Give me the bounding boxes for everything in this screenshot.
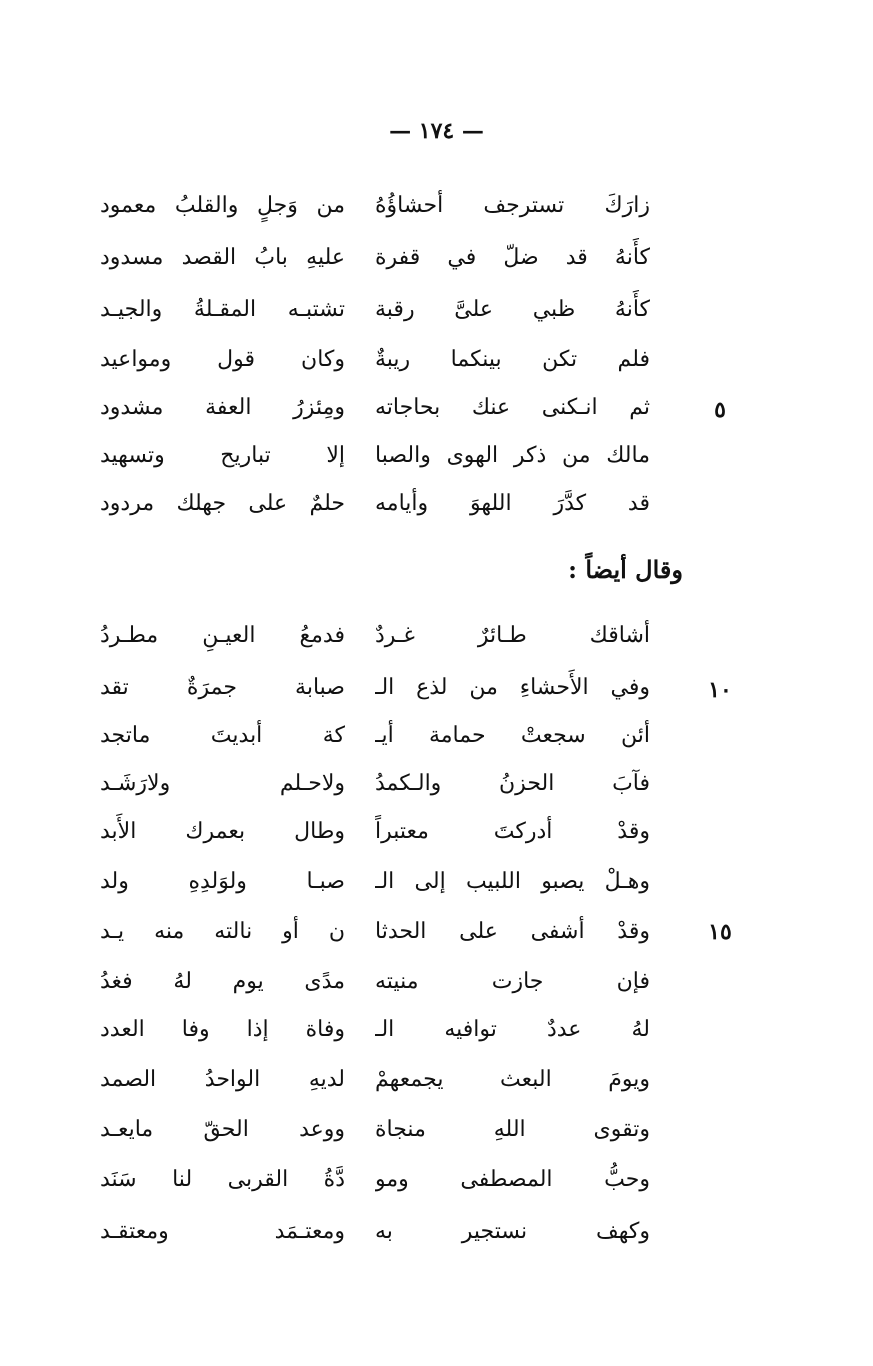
verse-hemistich-second: فدمعُ العيـنِ مطـردُ [100,623,345,648]
verse-hemistich-second: ومِئزرُ العفة مشدود [100,395,345,420]
verse-hemistich-second: لديهِ الواحدُ الصمد [100,1067,345,1092]
verse-hemistich-second: وطال بعمرك الأَبد [100,819,345,844]
verse-line [100,1110,650,1150]
verse-hemistich-first: وكهف نستجير به [375,1219,650,1244]
verse-hemistich-second: من وَجلٍ والقلبُ معمود [100,193,345,218]
verse-line [100,340,650,380]
verse-line [100,912,650,952]
verse-hemistich-first: كأَنهُ قد ضلّ في قفرة [375,245,650,270]
verse-hemistich-first: أئن سجعتْ حمامة أيـ [375,723,650,748]
verse-hemistich-first: وقدْ أشفى على الحدثا [375,919,650,944]
line-number: ١٥ [708,919,732,945]
verse-hemistich-first: أشاقك طـائرٌ غـردٌ [375,623,650,648]
verse-line [100,716,650,756]
section-heading: وقال أيضاً : [568,555,683,584]
verse-line [100,1060,650,1100]
verse-hemistich-second: ولاحـلم ولارَشَـد [100,771,345,796]
line-number: ١٠ [708,677,732,703]
verse-hemistich-first: وحبُّ المصطفى ومو [375,1167,650,1192]
verse-hemistich-first: فلم تكن بينكما ريبةٌ [375,347,650,372]
verse-hemistich-second: إلا تباريح وتسهيد [100,443,345,468]
verse-hemistich-first: وتقوى اللهِ منجاة [375,1117,650,1142]
verse-hemistich-first: قد كدَّرَ اللهوَ وأيامه [375,491,650,516]
verse-line [100,812,650,852]
verse-hemistich-first: مالك من ذكر الهوى والصبا [375,443,650,468]
verse-hemistich-first: لهُ عددٌ توافيه الـ [375,1017,650,1042]
verse-line [100,764,650,804]
verse-hemistich-second: تشتبـه المقـلةُ والجيـد [100,297,345,322]
verse-line [100,668,650,708]
verse-line [100,388,650,428]
verse-hemistich-second: وكان قول ومواعيد [100,347,345,372]
verse-hemistich-first: وقدْ أدركتَ معتبراً [375,819,650,844]
verse-line [100,862,650,902]
verse-hemistich-first: ويومَ البعث يجمعهمْ [375,1067,650,1092]
verse-line [100,238,650,278]
verse-line [100,1212,650,1252]
verse-line [100,484,650,524]
verse-hemistich-second: ووعد الحقّ مايعـد [100,1117,345,1142]
verse-hemistich-first: وفي الأَحشاءِ من لذع الـ [375,675,650,700]
verse-hemistich-first: زارَكَ تسترجف أحشاؤُهُ [375,193,650,218]
verse-hemistich-second: مدًى يوم لهُ فغدُ [100,969,345,994]
verse-hemistich-second: وفاة إذا وفا العدد [100,1017,345,1042]
verse-hemistich-second: صبابة جمرَةٌ تقد [100,675,345,700]
verse-hemistich-second: ن أو نالته منه يـد [100,919,345,944]
verse-line [100,436,650,476]
verse-hemistich-first: كأَنهُ ظبي علىَّ رقبة [375,297,650,322]
verse-hemistich-second: عليهِ بابُ القصد مسدود [100,245,345,270]
verse-hemistich-second: حلمٌ على جهلك مردود [100,491,345,516]
verse-hemistich-first: وهـلْ يصبو اللبيب إلى الـ [375,869,650,894]
page-number: — ١٧٤ — [389,118,484,144]
verse-line [100,1160,650,1200]
verse-hemistich-second: ومعتـمَد ومعتقـد [100,1219,345,1244]
verse-line [100,186,650,226]
verse-line [100,1010,650,1050]
verse-hemistich-first: فآبَ الحزنُ والـكمدُ [375,771,650,796]
verse-line [100,616,650,656]
verse-hemistich-first: فإن جازت منيته [375,969,650,994]
verse-hemistich-second: صبـا ولوَلدِهِ ولد [100,869,345,894]
verse-hemistich-second: دَّةُ القربى لنا سَنَد [100,1167,345,1192]
line-number: ٥ [714,397,726,423]
verse-hemistich-first: ثم انـكنى عنك بحاجاته [375,395,650,420]
verse-line [100,290,650,330]
verse-line [100,962,650,1002]
verse-hemistich-second: كة أبديتَ ماتجد [100,723,345,748]
